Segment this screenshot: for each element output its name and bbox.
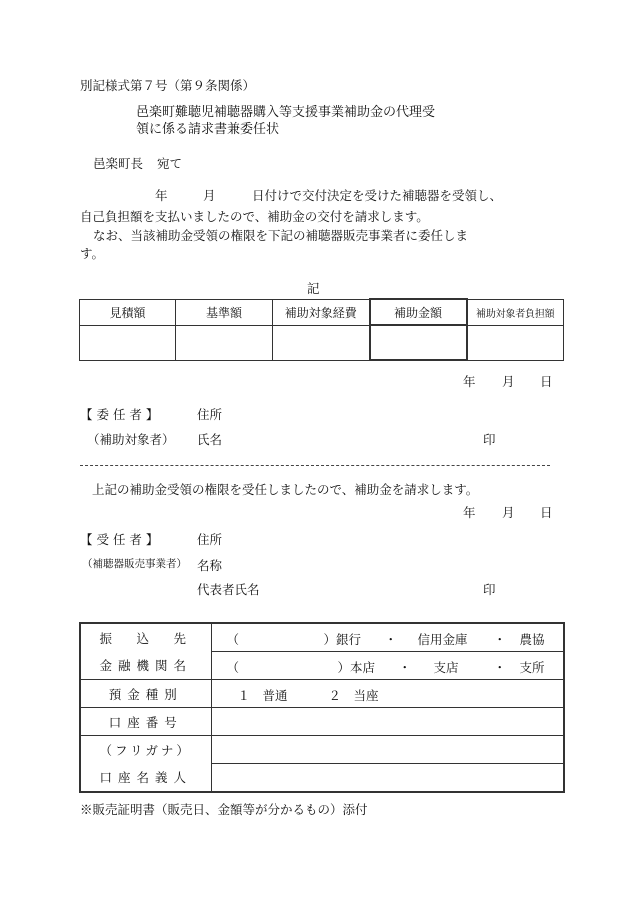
body-paragraph1-line1 — [80, 186, 550, 202]
delegatee-name-label: 名称 — [197, 558, 223, 573]
bank-type-shinkin: 信用金庫 — [417, 632, 468, 647]
header-subsidy-amount: 補助金額 — [370, 299, 467, 325]
delegator-address-label: 住所 — [197, 407, 223, 422]
bank-sep1: ・ — [384, 632, 398, 647]
document-title-line2: 領に係る請求書兼委任状 — [136, 122, 280, 137]
delegatee-seal-mark: 印 — [483, 582, 496, 597]
delegatee-role-sub: （補聴器販売事業者） — [82, 558, 187, 570]
attachment-note: ※販売証明書（販売日、金額等が分かるもの）添付 — [80, 802, 368, 817]
date2-month: 月 — [502, 505, 515, 520]
body-paragraph2-line1: なお、当該補助金受領の権限を下記の補聴器販売事業者に委任しま — [93, 228, 469, 243]
bank-type-nokyo: 農協 — [519, 632, 545, 647]
body-paragraph1-line2: 自己負担額を支払いましたので、補助金の交付を請求します。 — [80, 209, 429, 224]
branch-type-branch: 支店 — [433, 660, 459, 675]
body-month-blank: 月 — [203, 188, 216, 203]
date1-month: 月 — [502, 374, 515, 389]
body-day-text: 日付けで交付決定を受けた補聴器を受領し、 — [252, 188, 503, 203]
body-year-blank: 年 — [155, 188, 168, 203]
delegatee-address-label: 住所 — [197, 532, 223, 547]
delegator-role-sub: （補助対象者） — [87, 432, 175, 447]
cut-line — [80, 465, 550, 466]
delegation-statement: 上記の補助金受領の権限を受任しましたので、補助金を請求します。 — [92, 482, 479, 497]
branch-type-main: ）本店 — [337, 660, 376, 675]
transfer-label: 振 込 先 — [99, 630, 192, 646]
account-holder-label-cell — [80, 736, 211, 793]
furigana-label: （フリガナ） — [99, 742, 192, 758]
addressee — [93, 154, 182, 172]
bank-type-bank: ）銀行 — [323, 632, 362, 647]
delegator-name-label: 氏名 — [197, 432, 223, 447]
bank-account-table — [79, 622, 565, 793]
date2-day: 日 — [540, 505, 553, 520]
addressee-name: 邑楽町長 — [93, 156, 144, 171]
transfer-institution-label — [80, 623, 211, 680]
date1-year: 年 — [463, 374, 476, 389]
bank-sep2: ・ — [493, 632, 507, 647]
header-standard: 基準額 — [176, 299, 273, 325]
account-holder-label: 口座名義人 — [99, 769, 192, 785]
deposit-option-ordinary[interactable]: １ 普通 — [237, 688, 288, 703]
eligible-cost-field[interactable] — [273, 325, 370, 360]
account-number-field[interactable] — [211, 708, 564, 736]
branch-sep2: ・ — [493, 660, 507, 675]
header-estimate: 見積額 — [80, 299, 176, 325]
addressee-suffix: 宛て — [157, 156, 183, 171]
deposit-option-current[interactable]: ２ 当座 — [328, 688, 379, 703]
branch-sep1: ・ — [398, 660, 412, 675]
account-number-label: 口座番号 — [80, 708, 211, 736]
amount-table — [79, 298, 564, 361]
ki-heading: 記 — [307, 281, 320, 296]
subsidy-amount-field[interactable] — [370, 325, 467, 360]
date1-day: 日 — [540, 374, 553, 389]
standard-field[interactable] — [176, 325, 273, 360]
delegator-seal-mark: 印 — [483, 432, 496, 447]
document-title-line1: 邑楽町難聴児補聴器購入等支援事業補助金の代理受 — [136, 105, 436, 120]
estimate-field[interactable] — [80, 325, 176, 360]
branch-open-paren: （ — [226, 660, 240, 675]
delegatee-role: 【 受 任 者 】 — [80, 532, 159, 547]
institution-label: 金融機関名 — [99, 657, 192, 673]
furigana-field[interactable] — [211, 736, 564, 764]
header-eligible-cost: 補助対象経費 — [273, 299, 370, 325]
header-self-burden: 補助対象者負担額 — [467, 299, 564, 325]
deposit-type-field[interactable] — [211, 680, 564, 708]
form-number-label: 別記様式第７号（第９条関係） — [80, 78, 256, 93]
delegatee-representative-label: 代表者氏名 — [197, 582, 260, 597]
date2-year: 年 — [463, 505, 476, 520]
body-paragraph2-line2: す。 — [80, 246, 105, 261]
bank-open-paren: （ — [226, 632, 240, 647]
deposit-type-label: 預金種別 — [80, 680, 211, 708]
bank-name-row[interactable] — [211, 623, 564, 652]
branch-type-sub: 支所 — [519, 660, 545, 675]
self-burden-field[interactable] — [467, 325, 564, 360]
account-holder-field[interactable] — [211, 764, 564, 793]
delegator-role: 【 委 任 者 】 — [80, 407, 159, 422]
branch-name-row[interactable] — [211, 652, 564, 680]
